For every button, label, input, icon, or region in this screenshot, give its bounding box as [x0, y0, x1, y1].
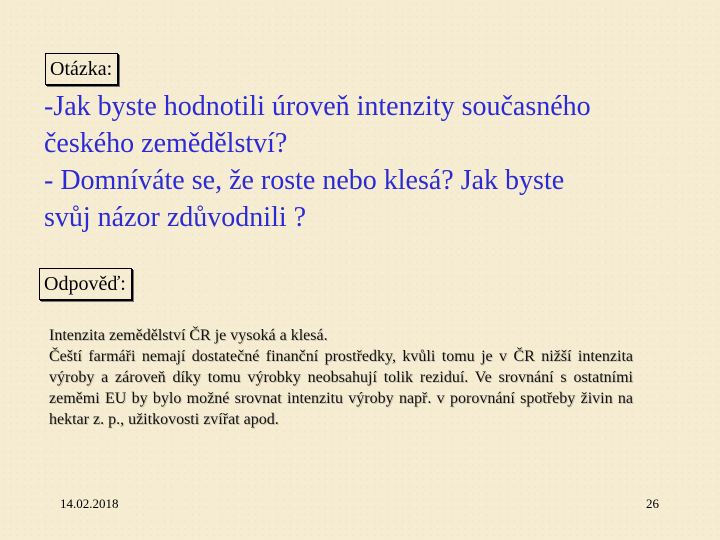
answer-paragraph: Čeští farmáři nemají dostatečné finanční prostředky, kvůli tomu je v ČR nižší intenzita výroby a zároveň díky tomu výrobky neobsahují tolik reziduí. Ve srovnání s ostatními zeměmi EU by bylo možné srovnat intenzitu výroby např. v porovnání spotřeby živin na hektar z. p., užitkovosti zvířat apod.	[49, 348, 633, 428]
answer-label: Odpověď:	[39, 268, 132, 300]
question-text	[44, 88, 704, 236]
answer-text	[49, 325, 633, 430]
question-line: -Jak byste hodnotili úroveň intenzity současného	[44, 91, 591, 122]
page-number: 26	[646, 496, 659, 511]
footer-date: 14.02.2018	[60, 496, 119, 511]
question-line: svůj názor zdůvodnili ?	[44, 202, 307, 233]
question-label: Otázka:	[45, 53, 118, 85]
answer-first-line: Intenzita zemědělství ČR je vysoká a klesá.	[49, 327, 328, 344]
question-line: - Domníváte se, že roste nebo klesá? Jak byste	[44, 165, 565, 196]
question-line: českého zemědělství?	[44, 128, 288, 159]
